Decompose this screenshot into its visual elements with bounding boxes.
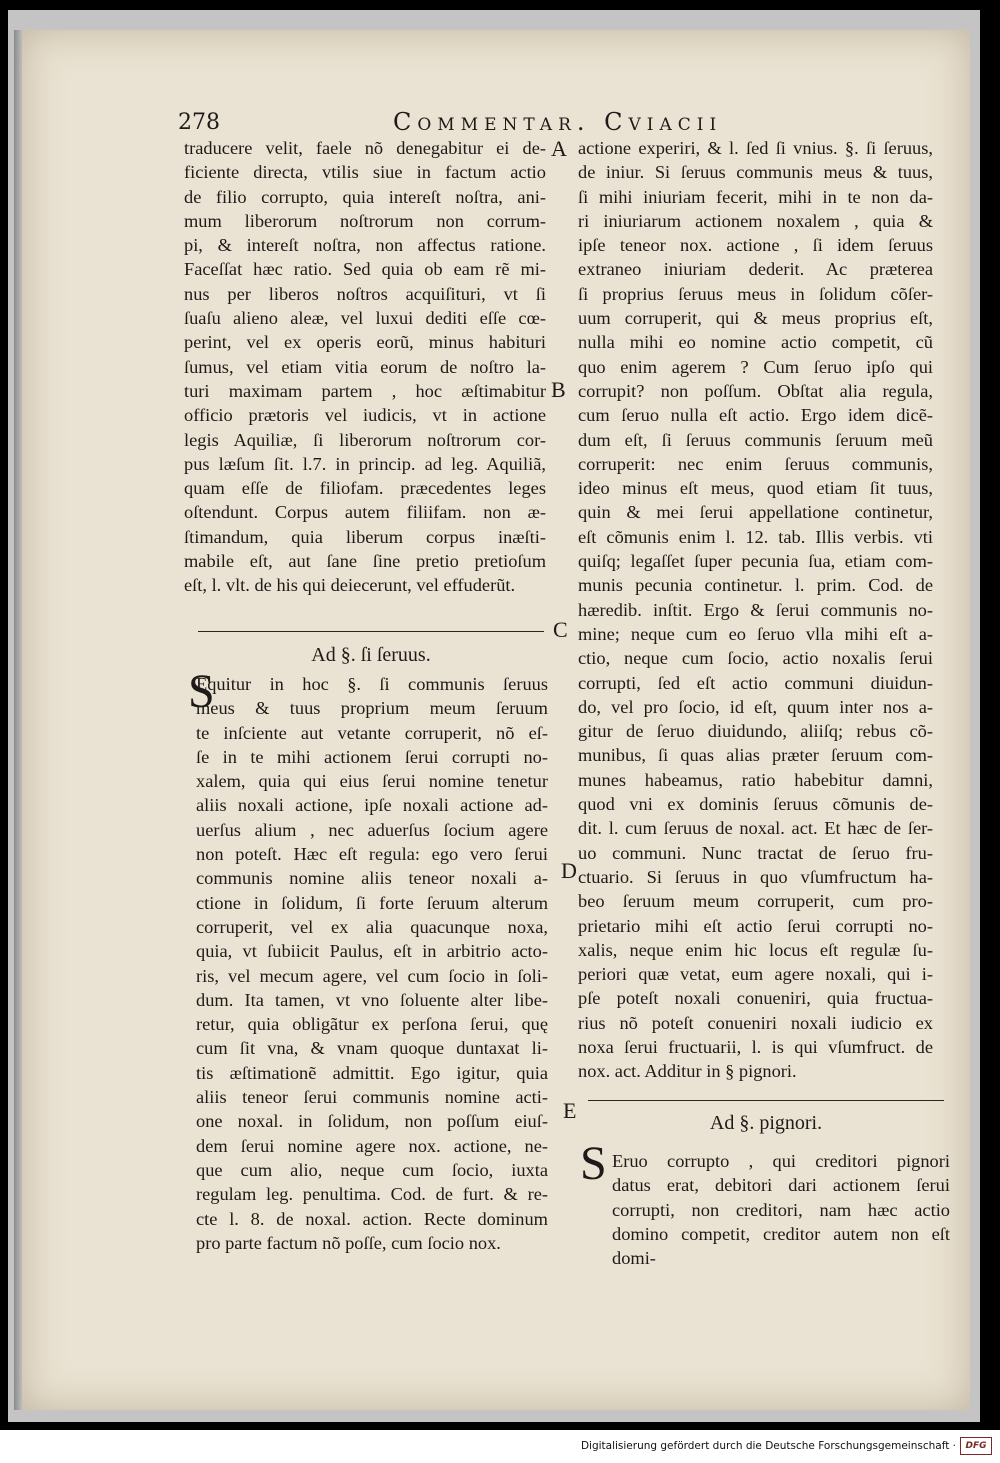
text-line: beo ſeruum meum corruperit, cum pro- [578, 891, 933, 912]
text-line: eſt, l. vlt. de his qui deiecerunt, vel effuderũt. [184, 575, 516, 596]
text-line: que cum alio, neque cum ſocio, iuxta [196, 1159, 548, 1180]
text-line: actione experiri, & l. ſed ſi vnius. §. ſi ſeruus, [578, 138, 933, 158]
footer-bar [0, 1430, 1000, 1463]
text-line: prietario mihi eſt actio ſerui corrupti no- [578, 915, 933, 936]
text-line: corruperit: nec enim ſeruus communis, [578, 453, 933, 474]
page-number: 278 [178, 110, 220, 135]
right-column-bottom [612, 1149, 950, 1270]
text-line: ſi mihi iniuriam fecerit, mihi in te non da- [578, 186, 933, 207]
text-line: ctuario. Si ſeruus in quo vſumfructum ha- [578, 866, 933, 887]
section-rule-left [198, 631, 544, 632]
text-line: datus erat, debitori dari actionem ſerui [612, 1175, 950, 1196]
text-line: pus læſum ſit. l.7. in princip. ad leg. Aquiliã, [184, 453, 546, 474]
text-line: officio prætoris vel iudicis, vt in actione [184, 405, 546, 426]
left-column-bottom [196, 672, 548, 1255]
text-line: do, vel pro ſocio, id eſt, quum inter nos a- [578, 696, 933, 717]
section-rule-right [588, 1100, 944, 1101]
section-heading-right: Ad §. pignori. [709, 1112, 823, 1134]
text-line: pſe poteſt noxali conueniri, quia fructua- [578, 988, 933, 1009]
text-line: periori quæ vetat, eum agere noxali, qui i- [578, 964, 933, 985]
text-line: dit. l. cum ſeruus de noxal. act. Et hæc de ſer- [578, 818, 933, 839]
text-line: regulam leg. penultima. Cod. de furt. & re- [196, 1184, 548, 1205]
text-line: corrupti, ſed eſt actio communi diuidun- [578, 672, 933, 693]
text-line: aliis noxali actione, ipſe noxali actione ad- [196, 795, 548, 816]
text-line: hæredib. inſtit. Ergo & ſerui communis no- [578, 599, 933, 620]
text-line: quod vni ex dominis ſeruus cõmunis de- [578, 794, 933, 815]
text-line: aliis teneor ſerui communis nomine acti- [196, 1087, 548, 1108]
text-line: quin & mei ſerui appellatione continetur, [578, 502, 933, 523]
text-line: nulla mihi eo nomine actio competit, cũ [578, 332, 933, 353]
text-line: ſuaſu alieno aleæ, vel luxui dediti eſſe cœ- [184, 308, 546, 329]
text-line: munibus, ſi quas alias præter ſeruum com- [578, 745, 933, 766]
text-line: ri iniuriarum actionem noxalem , quia & [578, 210, 933, 231]
text-line: dem ſerui nomine agere nox. actione, ne- [196, 1135, 548, 1156]
text-line: oſtendunt. Corpus autem filiifam. non æ- [184, 502, 546, 523]
text-line: quia, vt ſubiicit Paulus, eſt in arbitrio acto- [196, 941, 548, 962]
text-line: mum liberorum noſtrorum non corrum- [184, 210, 546, 231]
text-line: uerſus alium , nec aduerſus ſocium agere [196, 819, 548, 840]
text-line: ris, vel mecum agere, vel cum ſocio in ſoli- [196, 965, 548, 986]
text-line: meus & tuus proprium meum ſeruum [196, 698, 548, 719]
text-line: pi, & intereſt noſtra, non affectus ratione. [184, 235, 546, 256]
text-line: retur, quia obligãtur ex perſona ſerui, quę [196, 1014, 548, 1035]
text-line: munis pecunia continetur. l. prim. Cod. de [578, 575, 933, 596]
text-line: munes habeamus, ratio habebitur damni, [578, 769, 933, 790]
drop-cap-left: S [188, 665, 215, 718]
text-line: ſtimandum, quia liberum corpus inæſti- [184, 526, 546, 547]
text-line: uo communi. Nunc tractat de ſeruo fru- [578, 842, 933, 863]
margin-marker-d: D [561, 858, 577, 883]
text-line: xalem, quia qui eius ſerui nomine tenetur [196, 771, 548, 792]
running-title: Commentar. Cviacii [393, 108, 723, 136]
text-line: nox. act. Additur in § pignori. [578, 1061, 797, 1082]
margin-marker-e: E [563, 1098, 577, 1123]
text-line: Equitur in hoc §. ſi communis ſeruus [196, 674, 548, 694]
text-line: xalis, neque enim hic locus eſt regulæ ſu- [578, 939, 933, 960]
text-line: quam eſſe de filiofam. præcedentes leges [184, 478, 546, 499]
margin-marker-b: B [551, 377, 566, 402]
text-line: tis æſtimationẽ admittit. Ego igitur, quia [196, 1062, 548, 1083]
text-line: corrupit? non poſſum. Obſtat alia regula, [578, 380, 933, 401]
text-line: cte l. 8. de noxal. action. Recte dominum [196, 1208, 548, 1229]
text-line: ctio, neque cum ſocio, actio noxalis ſerui [578, 648, 933, 669]
left-column-top [184, 136, 546, 598]
text-line: mabile eſt, aut ſane ſine pretio pretioſum [184, 551, 546, 572]
text-line: one noxal. in ſolidum, non poſſum eiuſ- [196, 1111, 548, 1132]
margin-marker-c: C [553, 617, 568, 642]
text-line: ſumus, vel etiam vitia eorum de noſtro la- [184, 356, 546, 377]
text-line: perint, vel ex operis eorũ, minus habituri [184, 332, 546, 353]
text-line: ficiente directa, vtilis siue in factum actio [184, 162, 546, 183]
text-line: non poteſt. Hæc eſt regula: ego vero ſerui [196, 844, 548, 865]
text-line: gitur de ſeruo diuidundo, aliiſq; rebus cõ- [578, 721, 933, 742]
section-heading-left: Ad §. ſi ſeruus. [311, 644, 431, 666]
text-line: eſt cõmunis enim l. 12. tab. Illis verbis. vti [578, 526, 933, 547]
text-line: nus per liberos noſtros acquiſituri, vt ſi [184, 283, 546, 304]
text-line: de filio corrupto, quia intereſt noſtra, ani- [184, 186, 546, 207]
text-line: turi maximam partem , hoc æſtimabitur [184, 380, 546, 401]
text-line: dum eſt, ſi ſeruus communis ſeruum meũ [578, 429, 933, 450]
margin-marker-a: A [551, 136, 567, 161]
text-line: domino competit, creditor autem non eſt [612, 1223, 950, 1244]
text-line: Faceſſat hæc ratio. Sed quia ob eam rẽ mi- [184, 259, 546, 280]
text-line: ipſe teneor nox. actione , ſi idem ſeruus [578, 235, 933, 256]
footer-credit: Digitalisierung gefördert durch die Deutsche Forschungsgemeinschaft · [580, 1440, 956, 1452]
text-line: domi- [612, 1248, 656, 1269]
text-line: de iniur. Si ſeruus communis meus & tuus, [578, 162, 933, 183]
text-line: legis Aquiliæ, ſi liberorum noſtrorum cor- [184, 429, 546, 450]
text-line: ſe in te mihi actionem ſerui corrupti no- [196, 746, 548, 767]
text-line: dum. Ita tamen, vt vno ſoluente alter libe- [196, 989, 548, 1010]
text-line: cum ſeruo nulla eſt actio. Ergo idem dicẽ- [578, 405, 933, 426]
text-line: ſi proprius ſeruus meus in ſolidum cõſer- [578, 283, 933, 304]
text-line: mine; neque cum eo ſeruo vlla mihi eſt a- [578, 623, 933, 644]
text-line: uum corruperit, qui & meus proprius eſt, [578, 308, 933, 329]
text-line: noxa ſerui fructuarii, l. is qui vſumfruct. de [578, 1036, 933, 1057]
drop-cap-right: S [580, 1137, 607, 1190]
text-line: traducere velit, faele nõ denegabitur ei de- [184, 138, 546, 158]
text-line: corruperit, vel ex alia quacunque noxa, [196, 916, 548, 937]
text-line: te inſciente aut vetante corruperit, nõ eſ- [196, 722, 548, 743]
text-line: ctione in ſolidum, ſi forte ſeruum alterum [196, 892, 548, 913]
text-line: Eruo corrupto , qui creditori pignori [612, 1151, 950, 1171]
text-line: ideo minus eſt meus, quod etiam ſit tuus, [578, 478, 933, 499]
text-line: quo enim agerem ? Cum ſeruo ipſo qui [578, 356, 933, 377]
text-line: pro parte factum nõ poſſe, cum ſocio nox. [196, 1232, 501, 1253]
text-line: quiſq; legaſſet ſuper pecunia ſua, etiam com- [578, 551, 933, 572]
text-line: rius nõ poteſt conueniri noxali iudicio ex [578, 1012, 933, 1033]
right-column [578, 136, 933, 1084]
text-line: corrupti, non creditori, nam hæc actio [612, 1199, 950, 1220]
dfg-logo: DFG [960, 1437, 992, 1455]
text-line: communis nomine aliis teneor noxali a- [196, 868, 548, 889]
text-line: extraneo iniuriam dederit. Ac præterea [578, 259, 933, 280]
text-line: cum ſit vna, & vnam quoque duntaxat li- [196, 1038, 548, 1059]
